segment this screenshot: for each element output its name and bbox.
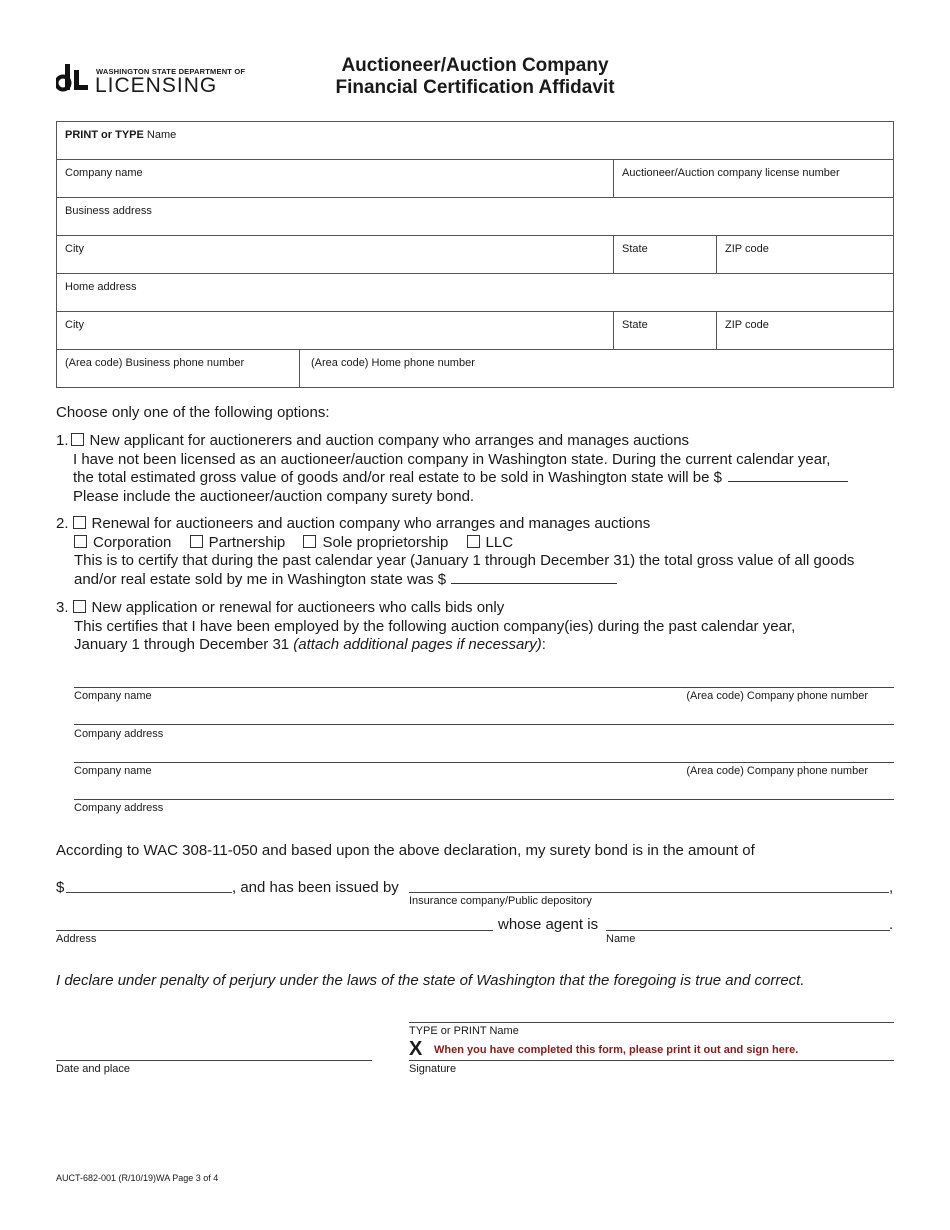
- agent-period: .: [889, 916, 894, 933]
- corporation-label: Corporation: [93, 533, 172, 551]
- bond-dollar-sign: $: [56, 879, 65, 896]
- agency-logo: [56, 62, 246, 97]
- name-field[interactable]: [57, 122, 894, 160]
- insurance-company-field[interactable]: [409, 892, 889, 893]
- form-title: [260, 55, 690, 99]
- option-3-text-2: January 1 through December 31: [74, 636, 294, 653]
- bond-statement: According to WAC 308-11-050 and based upon the above declaration, my surety bond is in the amount of: [56, 842, 755, 859]
- employer-1-address-label: Company address: [74, 728, 164, 740]
- employer-2-address-label: Company address: [74, 802, 164, 814]
- signature-x-mark: X: [409, 1038, 423, 1060]
- business-zip-field[interactable]: [717, 236, 894, 274]
- company-name-field[interactable]: [57, 160, 614, 198]
- agent-is-text: whose agent is: [498, 916, 599, 933]
- form-number-footer: AUCT-682-001 (R/10/19)WA Page 3 of 4: [56, 1173, 219, 1183]
- home-address-field[interactable]: [57, 274, 894, 312]
- options-intro: Choose only one of the following options:: [56, 404, 330, 421]
- option-3-number: 3.: [56, 599, 69, 616]
- bond-comma: ,: [889, 879, 894, 896]
- llc-label: LLC: [485, 533, 514, 551]
- type-print-name-line[interactable]: [409, 1022, 894, 1023]
- date-place-line[interactable]: [56, 1060, 372, 1061]
- option-3-checkbox[interactable]: [73, 600, 86, 613]
- agent-name-field[interactable]: [606, 930, 890, 931]
- option-1-text-2: the total estimated gross value of goods and/or real estate to be sold in Washington state will be $: [73, 469, 722, 486]
- dol-logo-icon: [56, 62, 92, 94]
- address-field[interactable]: [56, 930, 493, 931]
- option-1-checkbox[interactable]: [71, 433, 84, 446]
- business-city-field[interactable]: [57, 236, 614, 274]
- logo-agency-main: LICENSING: [95, 74, 218, 97]
- sole-proprietorship-checkbox[interactable]: [303, 535, 316, 548]
- logo-agency-top: WASHINGTON STATE DEPARTMENT OF: [96, 67, 246, 76]
- option-1-text-1: I have not been licensed as an auctioneer/auction company in Washington state. During the current calendar year,: [73, 450, 831, 468]
- license-number-label: Auctioneer/Auction company license number: [622, 167, 840, 179]
- home-state-label: State: [622, 319, 648, 331]
- home-city-field[interactable]: [57, 312, 614, 350]
- home-phone-field[interactable]: [300, 350, 894, 388]
- employer-1-phone-label: (Area code) Company phone number: [686, 690, 868, 702]
- license-number-field[interactable]: [614, 160, 894, 198]
- employer-2-name-line[interactable]: [74, 762, 894, 763]
- print-and-sign-instruction: When you have completed this form, please print it out and sign here.: [434, 1044, 799, 1056]
- perjury-declaration: I declare under penalty of perjury under the laws of the state of Washington that the foregoing is true and correct.: [56, 972, 805, 989]
- bond-amount-field[interactable]: [66, 892, 232, 893]
- option-1-amount-field[interactable]: [728, 481, 848, 482]
- option-3-text-1: This certifies that I have been employed by the following auction company(ies) during the past calendar year,: [74, 617, 796, 635]
- type-print-name-label: TYPE or PRINT Name: [409, 1025, 519, 1037]
- form-title-line2: Financial Certification Affidavit: [335, 77, 615, 98]
- agent-name-label: Name: [606, 933, 636, 945]
- option-2: [56, 515, 936, 589]
- option-2-number: 2.: [56, 515, 69, 532]
- name-field-label: Name: [143, 129, 177, 141]
- option-3-text-italic: (attach additional pages if necessary): [293, 636, 542, 653]
- form-title-line1: Auctioneer/Auction Company: [341, 55, 609, 76]
- option-1: [56, 432, 936, 506]
- company-name-label: Company name: [65, 167, 143, 179]
- bond-issued-by-text: , and has been issued by: [232, 879, 399, 896]
- home-city-label: City: [65, 319, 84, 331]
- business-address-field[interactable]: [57, 198, 894, 236]
- applicant-info-table: [56, 121, 894, 388]
- option-2-checkbox[interactable]: [73, 516, 86, 529]
- option-3-text-colon: :: [541, 636, 546, 653]
- option-2-text-1: This is to certify that during the past calendar year (January 1 through December 31) the total gross value of all goods: [74, 552, 855, 569]
- option-3: [56, 599, 936, 655]
- insurance-company-label: Insurance company/Public depository: [409, 895, 592, 907]
- employer-1-name-label: Company name: [74, 690, 152, 702]
- sole-proprietorship-label: Sole proprietorship: [322, 533, 449, 551]
- option-2-text-2: and/or real estate sold by me in Washington state was $: [74, 570, 447, 588]
- signature-line[interactable]: [409, 1060, 894, 1061]
- employer-1-address-line[interactable]: [74, 724, 894, 725]
- employer-2-name-label: Company name: [74, 765, 152, 777]
- home-address-label: Home address: [65, 281, 137, 293]
- home-phone-label: (Area code) Home phone number: [311, 357, 475, 369]
- home-zip-field[interactable]: [717, 312, 894, 350]
- home-zip-label: ZIP code: [725, 319, 769, 331]
- business-phone-field[interactable]: [57, 350, 300, 388]
- signature-label: Signature: [409, 1063, 457, 1075]
- llc-checkbox[interactable]: [467, 535, 480, 548]
- partnership-label: Partnership: [208, 533, 286, 551]
- corporation-checkbox[interactable]: [74, 535, 87, 548]
- option-2-amount-field[interactable]: [451, 583, 617, 584]
- partnership-checkbox[interactable]: [190, 535, 203, 548]
- option-3-title: New application or renewal for auctioneers who calls bids only: [91, 599, 505, 616]
- option-1-number: 1.: [56, 432, 69, 449]
- business-zip-label: ZIP code: [725, 243, 769, 255]
- employer-1-name-line[interactable]: [74, 687, 894, 688]
- address-label: Address: [56, 933, 97, 945]
- name-field-label-bold: PRINT or TYPE: [65, 129, 144, 141]
- employer-2-phone-label: (Area code) Company phone number: [686, 765, 868, 777]
- home-state-field[interactable]: [614, 312, 717, 350]
- option-1-text-3: Please include the auctioneer/auction company surety bond.: [73, 487, 475, 505]
- option-1-title: New applicant for auctionerers and auction company who arranges and manages auctions: [89, 432, 690, 449]
- business-city-label: City: [65, 243, 84, 255]
- business-phone-label: (Area code) Business phone number: [65, 357, 245, 369]
- business-address-label: Business address: [65, 205, 152, 217]
- business-state-field[interactable]: [614, 236, 717, 274]
- business-state-label: State: [622, 243, 648, 255]
- employer-2-address-line[interactable]: [74, 799, 894, 800]
- option-2-title: Renewal for auctioneers and auction company who arranges and manages auctions: [91, 515, 651, 532]
- date-place-label: Date and place: [56, 1063, 130, 1075]
